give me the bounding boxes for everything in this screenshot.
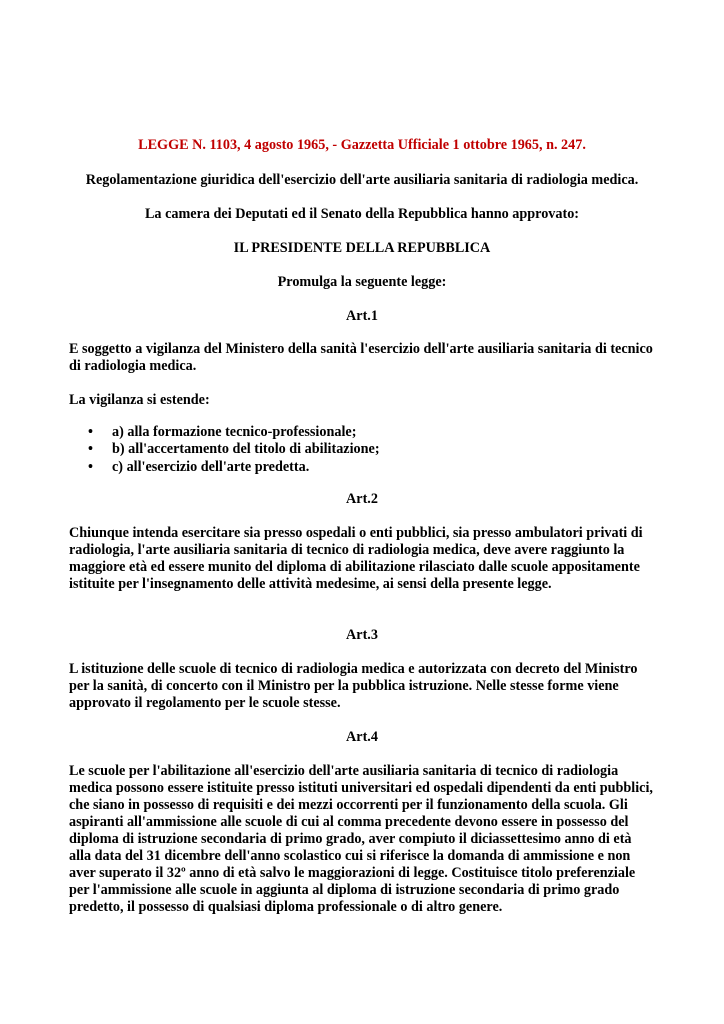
article-3-paragraph-1: L istituzione delle scuole di tecnico di radiologia medica e autorizzata con decreto del Ministro per la sanità, di concerto con il Ministro per la pubblica istruzione. Nelle stesse forme viene approvato il regolamento per le scuole stesse. bbox=[69, 661, 638, 711]
list-item-text: c) all'esercizio dell'arte predetta. bbox=[112, 458, 310, 475]
article-1-bullet-list bbox=[69, 424, 655, 476]
article-3-heading: Art.3 bbox=[346, 627, 378, 643]
article-2-paragraph-1: Chiunque intenda esercitare sia presso ospedali o enti pubblici, sia presso ambulatori privati di radiologia, l'arte ausiliaria sanitaria di tecnico di radiologia medica, deve avere raggiunto la maggiore età ed essere munito del diploma di abilitazione rilasciato dalle scuole appositamente istituite per l'insegnamento delle attività medesime, ai sensi della presente legge. bbox=[69, 525, 643, 592]
president-heading: IL PRESIDENTE DELLA REPUBBLICA bbox=[233, 240, 491, 256]
article-4-paragraph-1: Le scuole per l'abilitazione all'esercizio dell'arte ausiliaria sanitaria di tecnico di radiologia medica possono essere istituite presso istituti universitari ed ospedali dipendenti da enti pubblici, che siano in possesso di requisiti e dei mezzi occorrenti per il funzionamento della scuola. Gli aspiranti all'ammissione alle scuole di cui al comma precedente devono essere in possesso del diploma di istruzione secondaria di primo grado, aver compiuto il diciassettesimo anno di età alla data del 31 dicembre dell'anno scolastico cui si riferisce la domanda di ammissione e non aver superato il 32º anno di età salvo le maggiorazioni di legge. Costituisce titolo preferenziale per l'ammissione alle scuole in aggiunta al diploma di istruzione secondaria di primo grado predetto, il possesso di qualsiasi diploma professionale o di altro genere. bbox=[69, 763, 653, 915]
bullet-icon: • bbox=[88, 424, 93, 440]
list-item bbox=[69, 424, 655, 441]
article-2-heading: Art.2 bbox=[346, 491, 378, 507]
list-item-text: a) alla formazione tecnico-professionale; bbox=[112, 424, 357, 440]
list-item-text: b) all'accertamento del titolo di abilitazione; bbox=[112, 441, 380, 458]
list-item bbox=[69, 441, 655, 458]
article-1-paragraph-2: La vigilanza si estende: bbox=[69, 392, 210, 408]
article-1-paragraph-1: E soggetto a vigilanza del Ministero della sanità l'esercizio dell'arte ausiliaria sanitaria di tecnico di radiologia medica. bbox=[69, 341, 653, 374]
article-1-heading: Art.1 bbox=[346, 308, 378, 324]
law-title: LEGGE N. 1103, 4 agosto 1965, - Gazzetta Ufficiale 1 ottobre 1965, n. 247. bbox=[138, 137, 586, 153]
law-subtitle: Regolamentazione giuridica dell'esercizio dell'arte ausiliaria sanitaria di radiologia medica. bbox=[85, 172, 639, 188]
bullet-icon: • bbox=[88, 458, 93, 475]
bullet-icon: • bbox=[88, 441, 93, 458]
article-4-heading: Art.4 bbox=[346, 729, 378, 745]
approval-statement: La camera dei Deputati ed il Senato della Repubblica hanno approvato: bbox=[144, 206, 580, 222]
promulgation-statement: Promulga la seguente legge: bbox=[277, 274, 447, 290]
list-item bbox=[69, 459, 655, 476]
